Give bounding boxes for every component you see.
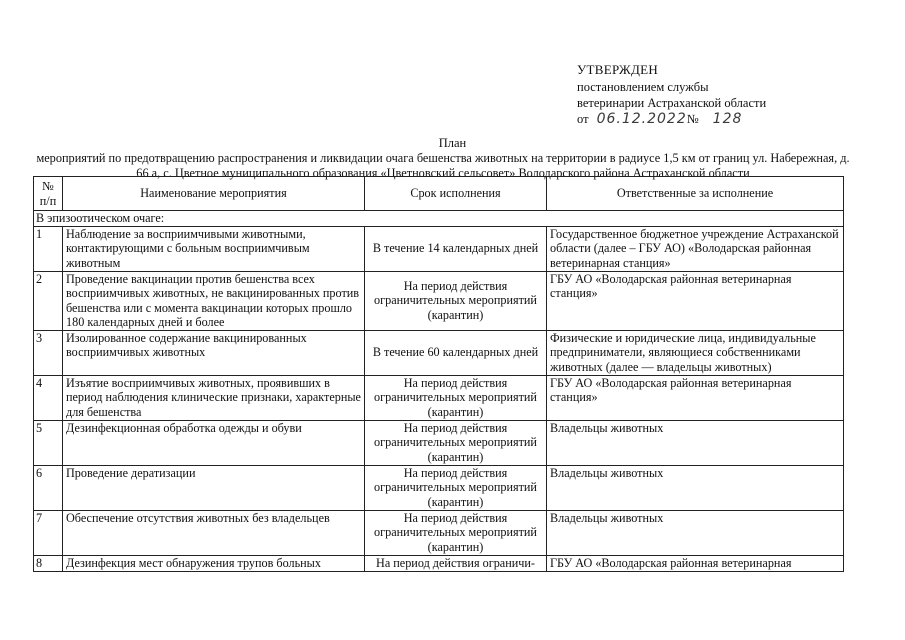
row-term: На период действия ограничительных мероприятий (карантин) <box>374 278 537 322</box>
row-term: На период действия ограничи- <box>376 555 535 570</box>
row-num: 2 <box>36 271 43 286</box>
measures-table <box>33 176 844 572</box>
row-responsible: ГБУ АО «Володарская районная ветеринарная станция» <box>550 375 792 404</box>
row-measure: Дезинфекция мест обнаружения трупов больных <box>66 555 321 570</box>
row-measure: Изъятие восприимчивых животных, проявивших в период наблюдения клинические признаки, характерные для бешенства <box>66 375 361 419</box>
row-responsible: ГБУ АО «Володарская районная ветеринарная <box>550 555 792 570</box>
row-responsible: Владельцы животных <box>550 465 664 480</box>
row-responsible: Владельцы животных <box>550 420 664 435</box>
row-measure: Обеспечение отсутствия животных без владельцев <box>66 510 330 525</box>
row-num: 6 <box>36 465 43 480</box>
row-num: 8 <box>36 555 43 570</box>
row-measure: Дезинфекционная обработка одежды и обуви <box>66 420 302 435</box>
header-num: № п/п <box>34 177 63 211</box>
row-term: На период действия ограничительных мероприятий (карантин) <box>374 465 537 509</box>
approval-from-label: от <box>577 112 589 126</box>
row-num: 7 <box>36 510 43 525</box>
header-responsible: Ответственные за исполнение <box>547 177 844 211</box>
approval-date-line <box>577 111 766 127</box>
approval-line-2: ветеринарии Астраханской области <box>577 96 767 110</box>
approval-number-label: № <box>686 112 699 126</box>
table-row <box>34 555 844 571</box>
row-responsible: ГБУ АО «Володарская районная ветеринарная станция» <box>550 271 792 300</box>
row-measure: Проведение вакцинации против бешенства всех восприимчивых животных, не вакцинированных против бешенства или с момента вакцинации которых прошло 180 календарных дней и более <box>66 271 360 329</box>
row-term: На период действия ограничительных мероприятий (карантин) <box>374 510 537 554</box>
table-row <box>34 330 844 375</box>
row-term: На период действия ограничительных мероприятий (карантин) <box>374 420 537 464</box>
row-num: 1 <box>36 226 43 241</box>
row-responsible: Владельцы животных <box>550 510 664 525</box>
table-row <box>34 375 844 420</box>
row-responsible: Государственное бюджетное учреждение Астраханской области (далее – ГБУ АО) «Володарская районная ветеринарная станция» <box>550 226 839 270</box>
plan-title: План <box>438 136 467 150</box>
table-row <box>34 420 844 465</box>
table-row <box>34 271 844 330</box>
row-num: 4 <box>36 375 43 390</box>
row-num: 3 <box>36 330 43 345</box>
row-responsible: Физические и юридические лица, индивидуальные предприниматели, являющиеся собственниками животных (далее — владельцы животных) <box>550 330 816 374</box>
table-row <box>34 226 844 271</box>
table-row <box>34 465 844 510</box>
header-name: Наименование мероприятия <box>63 177 365 211</box>
row-measure: Изолированное содержание вакцинированных восприимчивых животных <box>66 330 307 359</box>
row-term: В течение 14 календарных дней <box>372 241 539 256</box>
section-label: В эпизоотическом очаге: <box>34 211 844 227</box>
row-num: 5 <box>36 420 43 435</box>
row-term: В течение 60 календарных дней <box>372 345 539 360</box>
plan-subtitle: мероприятий по предотвращению распространения и ликвидации очага бешенства животных на территории в радиусе 1,5 км от границ ул. Набережная, д. 66 а, с. Цветное муниципального образования «Цветновский сельсовет» Володарского района Астраханской области <box>36 151 850 180</box>
approval-number-handwritten: 128 <box>712 111 743 127</box>
approval-stamp <box>577 62 766 127</box>
row-measure: Наблюдение за восприимчивыми животными, контактирующими с больным восприимчивым животным <box>66 226 310 270</box>
header-term: Срок исполнения <box>365 177 547 211</box>
approval-heading: УТВЕРЖДЕН <box>577 62 659 77</box>
approval-line-1: постановлением службы <box>577 80 709 94</box>
approval-date-handwritten: 06.12.2022 <box>596 111 687 127</box>
table-row <box>34 510 844 555</box>
row-measure: Проведение дератизации <box>66 465 196 480</box>
row-term: На период действия ограничительных мероприятий (карантин) <box>374 375 537 419</box>
